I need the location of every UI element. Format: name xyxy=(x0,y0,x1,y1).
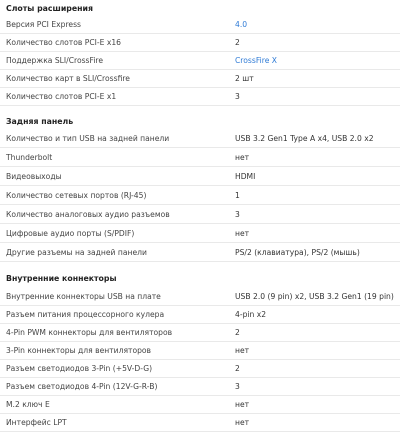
spec-row xyxy=(0,414,400,432)
spec-row xyxy=(0,34,400,52)
section-title: Внутренние коннекторы xyxy=(6,274,117,283)
spec-row xyxy=(0,16,400,34)
spec-row xyxy=(0,360,400,378)
spec-value: нет xyxy=(235,153,250,162)
spec-label: 3-Pin коннекторы для вентиляторов xyxy=(6,346,152,355)
spec-value-link[interactable]: 4.0 xyxy=(235,20,248,29)
spec-value-link[interactable]: CrossFire X xyxy=(235,56,277,65)
spec-row xyxy=(0,149,400,167)
spec-value: USB 2.0 (9 pin) x2, USB 3.2 Gen1 (19 pin) xyxy=(235,292,394,301)
spec-row xyxy=(0,187,400,205)
spec-label: Поддержка SLI/CrossFire xyxy=(6,56,104,65)
spec-label: Другие разъемы на задней панели xyxy=(6,248,147,257)
spec-row xyxy=(0,130,400,148)
spec-row xyxy=(0,288,400,306)
spec-row xyxy=(0,324,400,342)
spec-label: Разъем светодиодов 3-Pin (+5V-D-G) xyxy=(6,364,153,373)
spec-label: Thunderbolt xyxy=(6,153,53,162)
spec-value: PS/2 (клавиатура), PS/2 (мышь) xyxy=(235,248,360,257)
spec-value: 4-pin x2 xyxy=(235,310,267,319)
spec-value: 3 xyxy=(235,382,240,391)
spec-row xyxy=(0,306,400,324)
section-title: Задняя панель xyxy=(6,117,74,126)
spec-value: 3 xyxy=(235,92,240,101)
spec-label: 4-Pin PWM коннекторы для вентиляторов xyxy=(6,328,173,337)
spec-row xyxy=(0,168,400,186)
spec-value: USB 3.2 Gen1 Type A x4, USB 2.0 x2 xyxy=(235,134,374,143)
spec-label: Количество и тип USB на задней панели xyxy=(6,134,170,143)
spec-value: 2 xyxy=(235,328,240,337)
spec-label: Интерфейс LPT xyxy=(6,418,67,427)
spec-row xyxy=(0,225,400,243)
spec-value: 1 xyxy=(235,191,240,200)
spec-value: нет xyxy=(235,418,250,427)
spec-label: Количество слотов PCI-E x16 xyxy=(6,38,121,47)
spec-value: нет xyxy=(235,346,250,355)
spec-row xyxy=(0,244,400,262)
spec-value: HDMI xyxy=(235,172,256,181)
spec-label: Цифровые аудио порты (S/PDIF) xyxy=(6,229,135,238)
spec-row xyxy=(0,378,400,396)
spec-label: Версия PCI Express xyxy=(6,20,81,29)
section-title: Слоты расширения xyxy=(6,4,94,13)
spec-value: нет xyxy=(235,229,250,238)
spec-value: нет xyxy=(235,400,250,409)
spec-label: M.2 ключ E xyxy=(6,400,50,409)
spec-row xyxy=(0,396,400,414)
spec-value: 2 xyxy=(235,38,240,47)
spec-row xyxy=(0,70,400,88)
spec-row xyxy=(0,206,400,224)
spec-value: 2 шт xyxy=(235,74,254,83)
spec-row xyxy=(0,52,400,70)
spec-label: Количество слотов PCI-E x1 xyxy=(6,92,117,101)
spec-label: Разъем питания процессорного кулера xyxy=(6,310,165,319)
spec-label: Количество сетевых портов (RJ-45) xyxy=(6,191,147,200)
spec-label: Количество аналоговых аудио разъемов xyxy=(6,210,170,219)
spec-label: Видеовыходы xyxy=(6,172,62,181)
spec-row xyxy=(0,342,400,360)
spec-value: 3 xyxy=(235,210,240,219)
spec-label: Количество карт в SLI/Crossfire xyxy=(6,74,130,83)
spec-row xyxy=(0,88,400,106)
spec-label: Внутренние коннекторы USB на плате xyxy=(6,292,161,301)
spec-value: 2 xyxy=(235,364,240,373)
spec-label: Разъем светодиодов 4-Pin (12V-G-R-B) xyxy=(6,382,158,391)
